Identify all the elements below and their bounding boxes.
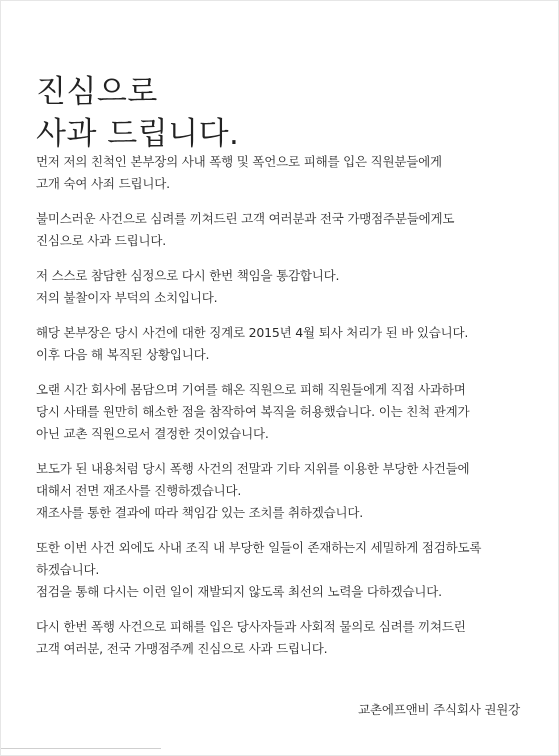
paragraph-7 [36, 537, 526, 603]
paragraph-line: 점검을 통해 다시는 이런 일이 재발되지 않도록 최선의 노력을 다하겠습니다. [36, 584, 442, 599]
signature: 교촌에프앤비 주식회사 권원강 [358, 702, 520, 717]
paragraph-line: 보도가 된 내용처럼 당시 폭행 사건의 전말과 기타 지위를 이용한 부당한 사건들에 [36, 461, 470, 476]
paragraph-line: 오랜 시간 회사에 몸담으며 기여를 해온 직원으로 피해 직원들에게 직접 사과하며 [36, 382, 466, 397]
paragraph-line: 진심으로 사과 드립니다. [36, 233, 167, 248]
paragraph-line: 고객 여러분, 전국 가맹점주께 진심으로 사과 드립니다. [36, 641, 328, 656]
paragraph-line: 당시 사태를 원만히 해소한 점을 참작하여 복직을 허용했습니다. 이는 친척 관계가 [36, 404, 470, 419]
paragraph-line: 다시 한번 폭행 사건으로 피해를 입은 당사자들과 사회적 물의로 심려를 끼쳐드린 [36, 619, 466, 634]
paragraph-line: 아닌 교촌 직원으로서 결정한 것이었습니다. [36, 426, 269, 441]
paragraph-line: 이후 다음 해 복직된 상황입니다. [36, 347, 210, 362]
paragraph-line: 재조사를 통한 결과에 따라 책임감 있는 조치를 취하겠습니다. [36, 505, 364, 520]
paragraph-line: 해당 본부장은 당시 사건에 대한 징계로 2015년 4월 퇴사 처리가 된 바 있습니다. [36, 325, 469, 340]
paragraph-line: 또한 이번 사건 외에도 사내 조직 내 부당한 일들이 존재하는지 세밀하게 점검하도록 [36, 540, 482, 555]
paragraph-line: 저의 불찰이자 부덕의 소치입니다. [36, 290, 218, 305]
title-line-2: 사과 드립니다. [36, 115, 240, 152]
paragraph-line: 고개 숙여 사죄 드립니다. [36, 176, 170, 191]
paragraph-line: 저 스스로 참담한 심정으로 다시 한번 책임을 통감합니다. [36, 268, 340, 283]
paragraph-3 [36, 265, 526, 309]
paragraph-4 [36, 322, 526, 366]
paragraph-8 [36, 616, 526, 660]
paragraph-5 [36, 379, 526, 445]
paragraph-line: 먼저 저의 친척인 본부장의 사내 폭행 및 폭언으로 피해를 입은 직원분들에게 [36, 154, 442, 169]
letter-body [36, 151, 526, 673]
paragraph-line: 불미스러운 사건으로 심려를 끼쳐드린 고객 여러분과 전국 가맹점주분들에게도 [36, 211, 455, 226]
paragraph-line: 대해서 전면 재조사를 진행하겠습니다. [36, 483, 242, 498]
paragraph-6 [36, 458, 526, 524]
footer-divider [1, 748, 161, 749]
page-title [36, 71, 436, 155]
title-line-1: 진심으로 [36, 73, 158, 110]
paragraph-2 [36, 208, 526, 252]
paragraph-1 [36, 151, 526, 195]
paragraph-line: 하겠습니다. [36, 562, 100, 577]
